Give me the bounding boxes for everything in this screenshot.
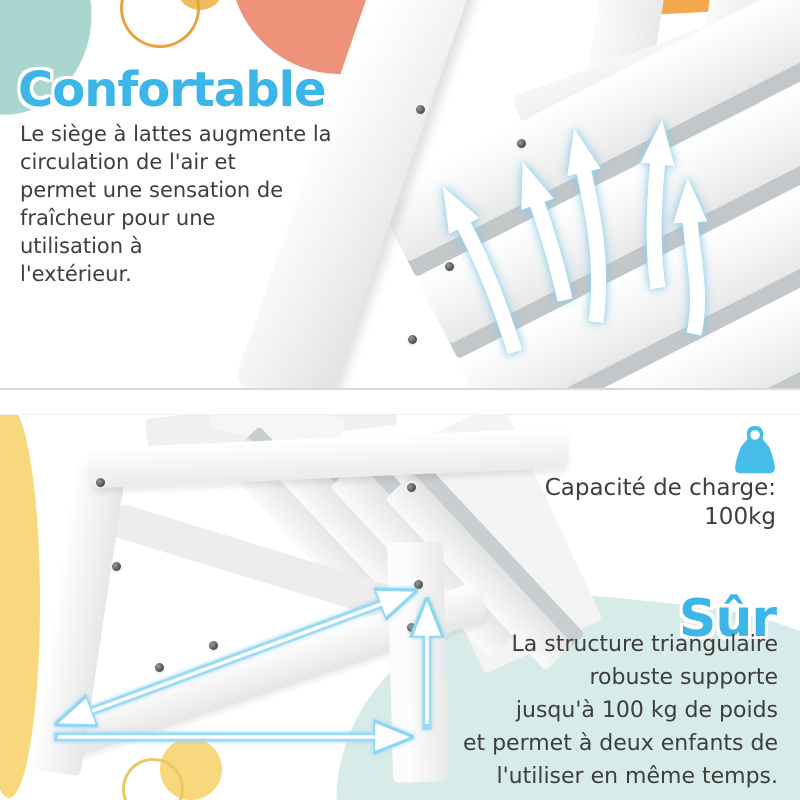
safety-paragraph bbox=[463, 628, 778, 793]
screw bbox=[416, 105, 425, 114]
front-leg bbox=[387, 541, 449, 782]
safety-line: et permet à deux enfants de bbox=[462, 731, 778, 756]
orange-ring-decoration bbox=[120, 0, 200, 48]
comfort-line: Le siège à lattes augmente la bbox=[20, 122, 332, 146]
yellow-strip-decoration bbox=[0, 406, 40, 798]
screw bbox=[445, 262, 454, 271]
weight-icon bbox=[731, 424, 779, 476]
safety-line: robuste supporte bbox=[589, 665, 778, 690]
comfort-line: fraîcheur pour une bbox=[20, 206, 216, 230]
safety-section bbox=[0, 390, 800, 800]
capacity-label: Capacité de charge: bbox=[544, 475, 776, 501]
comfort-line: l'extérieur. bbox=[20, 262, 132, 286]
screw bbox=[407, 623, 416, 632]
comfort-title: Confortable bbox=[18, 62, 326, 119]
screw bbox=[517, 139, 526, 148]
screw bbox=[209, 641, 218, 650]
safety-line: jusqu'à 100 kg de poids bbox=[515, 698, 778, 723]
comfort-section bbox=[0, 0, 800, 390]
safety-line: l'utiliser en même temps. bbox=[496, 764, 778, 789]
comfort-line: circulation de l'air et bbox=[20, 150, 236, 174]
screw bbox=[155, 663, 164, 672]
screw bbox=[96, 478, 105, 487]
safety-line: La structure triangulaire bbox=[511, 632, 778, 657]
section-divider bbox=[0, 388, 800, 415]
screw bbox=[407, 483, 416, 492]
capacity-value: 100kg bbox=[704, 504, 776, 530]
screw bbox=[408, 335, 417, 344]
screw bbox=[414, 580, 423, 589]
safety-title: Sûr bbox=[678, 589, 776, 650]
comfort-paragraph bbox=[20, 120, 332, 288]
comfort-line: permet une sensation de bbox=[20, 178, 284, 202]
capacity-text bbox=[545, 474, 776, 532]
screw bbox=[112, 562, 121, 571]
comfort-line: utilisation à bbox=[20, 234, 143, 258]
